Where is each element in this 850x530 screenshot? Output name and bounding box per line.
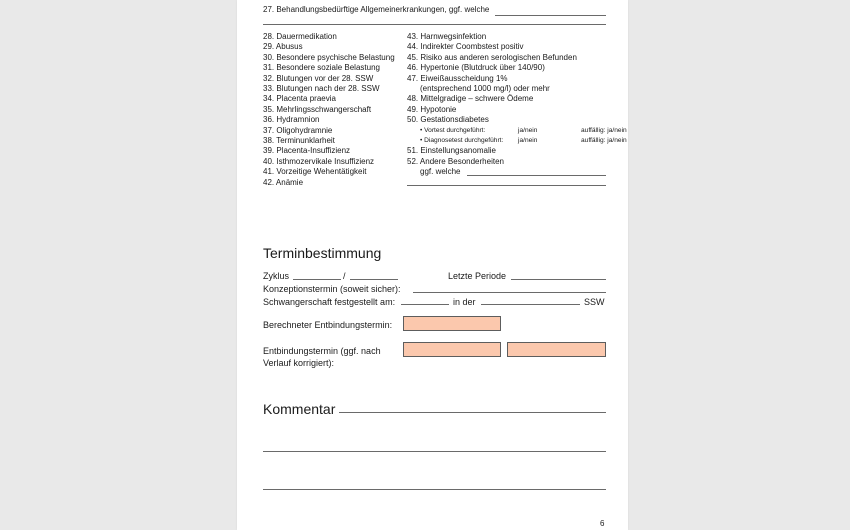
kommentar-line-3[interactable]: [263, 489, 606, 490]
list-item: 37. Oligohydramnie: [263, 125, 333, 135]
letzte-periode-label: Letzte Periode: [448, 271, 507, 281]
list-item: 28. Dauermedikation: [263, 32, 337, 41]
list-item: (entsprechend 1000 mg/l) oder mehr: [420, 84, 550, 94]
list-item: 31. Besondere soziale Belastung: [263, 63, 380, 73]
kommentar-title: Kommentar: [263, 401, 336, 417]
ggf-welche-line[interactable]: [467, 175, 606, 176]
entbindung-label-2: Verlauf korrigiert):: [263, 358, 335, 368]
entbindung-date-box-1[interactable]: [403, 342, 501, 357]
diagnosetest-label: • Diagnosetest durchgeführt:: [420, 137, 504, 145]
list-item: 45. Risiko aus anderen serologischen Befunden: [407, 52, 577, 62]
list-item: 47. Eiweißausscheidung 1%: [407, 73, 508, 83]
list-item: 39. Placenta-Insuffizienz: [263, 146, 351, 156]
entbindung-label-1: Entbindungstermin (ggf. nach: [263, 346, 381, 356]
list-item: 44. Indirekter Coombstest positiv: [407, 42, 524, 52]
konzeption-field[interactable]: [413, 292, 606, 293]
berechnet-label: Berechneter Entbindungstermin:: [263, 320, 393, 330]
left-item-list: [263, 32, 395, 188]
zyklus-label: Zyklus: [263, 271, 290, 281]
form-page: [237, 0, 628, 530]
right-item-list: [407, 32, 627, 178]
in-der-label: in der: [453, 297, 476, 307]
list-item: 48. Mittelgradige – schwere Ödeme: [407, 94, 534, 104]
list-item: ggf. welche: [420, 167, 461, 177]
letzte-periode-field[interactable]: [511, 279, 606, 280]
ggf-welche-line-2[interactable]: [407, 185, 606, 186]
list-item: 35. Mehrlingsschwangerschaft: [263, 104, 372, 114]
termin-title: Terminbestimmung: [263, 245, 382, 261]
vortest-auffaellig[interactable]: auffällig: ja/nein: [581, 126, 627, 134]
list-item: 36. Hydramnion: [263, 115, 320, 125]
diagnosetest-auffaellig[interactable]: auffällig: ja/nein: [581, 137, 627, 145]
list-item: 49. Hypotonie: [407, 104, 457, 114]
schwanger-label: Schwangerschaft festgestellt am:: [263, 297, 396, 307]
page-number: 6: [600, 519, 605, 528]
list-item: 51. Einstellungsanomalie: [407, 146, 496, 156]
list-item: 32. Blutungen vor der 28. SSW: [263, 73, 374, 83]
list-item: 41. Vorzeitige Wehentätigkeit: [263, 167, 367, 177]
kommentar-line-2[interactable]: [263, 451, 606, 452]
list-item: 40. Isthmozervikale Insuffizienz: [263, 156, 375, 166]
vortest-label: • Vortest durchgeführt:: [420, 126, 486, 134]
list-item: 50. Gestationsdiabetes: [407, 115, 489, 125]
list-item: 34. Placenta praevia: [263, 94, 336, 104]
vortest-row: [407, 126, 627, 136]
list-item: 38. Terminunklarheit: [263, 136, 335, 146]
item-27-answer-line[interactable]: [495, 15, 606, 16]
list-item: 42. Anämie: [263, 177, 304, 187]
schwanger-date-field[interactable]: [401, 304, 449, 305]
list-item: 29. Abusus: [263, 42, 303, 52]
kommentar-line-1[interactable]: [339, 412, 606, 413]
berechnet-date-box[interactable]: [403, 316, 501, 331]
zyklus-field-2[interactable]: [350, 279, 398, 280]
item-27-label: 27. Behandlungsbedürftige Allgemeinerkrankungen, ggf. welche: [263, 5, 490, 14]
list-item: 46. Hypertonie (Blutdruck über 140/90): [407, 63, 545, 73]
zyklus-field-1[interactable]: [293, 279, 341, 280]
vortest-janein[interactable]: ja/nein: [518, 126, 538, 134]
list-item: 52. Andere Besonderheiten: [407, 156, 504, 166]
list-item: 43. Harnwegsinfektion: [407, 32, 487, 41]
entbindung-date-box-2[interactable]: [507, 342, 606, 357]
list-item: 30. Besondere psychische Belastung: [263, 52, 395, 62]
diagnosetest-row: [407, 136, 627, 146]
ssw-field[interactable]: [481, 304, 580, 305]
list-item: 33. Blutungen nach der 28. SSW: [263, 84, 380, 94]
ssw-label: SSW: [584, 297, 605, 307]
diagnosetest-janein[interactable]: ja/nein: [518, 137, 538, 145]
konzeption-label: Konzeptionstermin (soweit sicher):: [263, 284, 401, 294]
zyklus-slash: /: [343, 271, 346, 281]
item-27-answer-line-2[interactable]: [263, 24, 606, 25]
